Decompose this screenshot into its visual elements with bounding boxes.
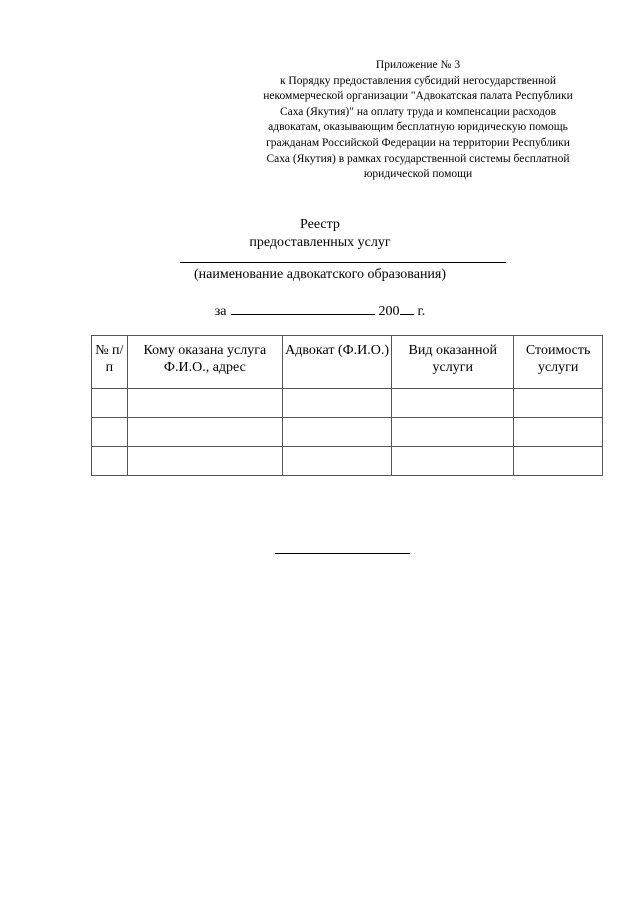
table-cell xyxy=(514,447,603,476)
appendix-note xyxy=(240,58,596,183)
appendix-line: к Порядку предоставления субсидий негосударственной xyxy=(279,74,557,87)
table-cell xyxy=(392,447,514,476)
document-title: Реестр xyxy=(300,217,340,232)
table-cell xyxy=(283,389,392,418)
header-lawyer: Адвокат (Ф.И.О.) xyxy=(283,336,392,389)
appendix-line: гражданам Российской Федерации на территории Республики xyxy=(266,136,570,149)
table-cell xyxy=(283,418,392,447)
registry-table-body xyxy=(92,389,603,476)
appendix-line: некоммерческой организации "Адвокатская палата Республики xyxy=(263,90,573,103)
table-cell xyxy=(514,418,603,447)
appendix-line: Саха (Якутия) в рамках государственной системы бесплатной xyxy=(266,152,570,165)
registry-table-head xyxy=(92,336,603,389)
appendix-line: Саха (Якутия)" на оплату труда и компенсации расходов xyxy=(279,105,557,118)
table-cell xyxy=(514,389,603,418)
table-cell xyxy=(92,389,128,418)
year-prefix: 200 xyxy=(378,304,400,319)
header-recipient: Кому оказана услуга Ф.И.О., адрес xyxy=(127,336,282,389)
table-cell xyxy=(127,418,282,447)
appendix-line: адвокатам, оказывающим бесплатную юридическую помощь xyxy=(268,121,568,134)
organization-caption: (наименование адвокатского образования) xyxy=(193,267,447,282)
table-header-row xyxy=(92,336,603,389)
appendix-line: Приложение № 3 xyxy=(375,59,461,71)
document-subtitle: предоставленных услуг xyxy=(249,235,391,250)
table-cell xyxy=(392,418,514,447)
header-service-type: Вид оказанной услуги xyxy=(392,336,514,389)
table-cell xyxy=(127,447,282,476)
table-cell xyxy=(392,389,514,418)
period-prefix: за xyxy=(214,304,227,319)
table-cell xyxy=(92,418,128,447)
period-row xyxy=(0,302,640,321)
registry-table xyxy=(91,335,603,476)
table-row xyxy=(92,389,603,418)
header-service-cost: Стоимость услуги xyxy=(514,336,603,389)
table-cell xyxy=(92,447,128,476)
year-suffix: г. xyxy=(417,304,426,319)
table-cell xyxy=(283,447,392,476)
signature-line xyxy=(275,553,410,554)
year-blank-line xyxy=(400,302,414,315)
period-blank-line xyxy=(231,302,375,315)
table-cell xyxy=(127,389,282,418)
organization-name-line xyxy=(180,262,506,263)
appendix-line: юридической помощи xyxy=(363,168,473,181)
header-number: № п/п xyxy=(92,336,128,389)
table-row xyxy=(92,447,603,476)
table-row xyxy=(92,418,603,447)
